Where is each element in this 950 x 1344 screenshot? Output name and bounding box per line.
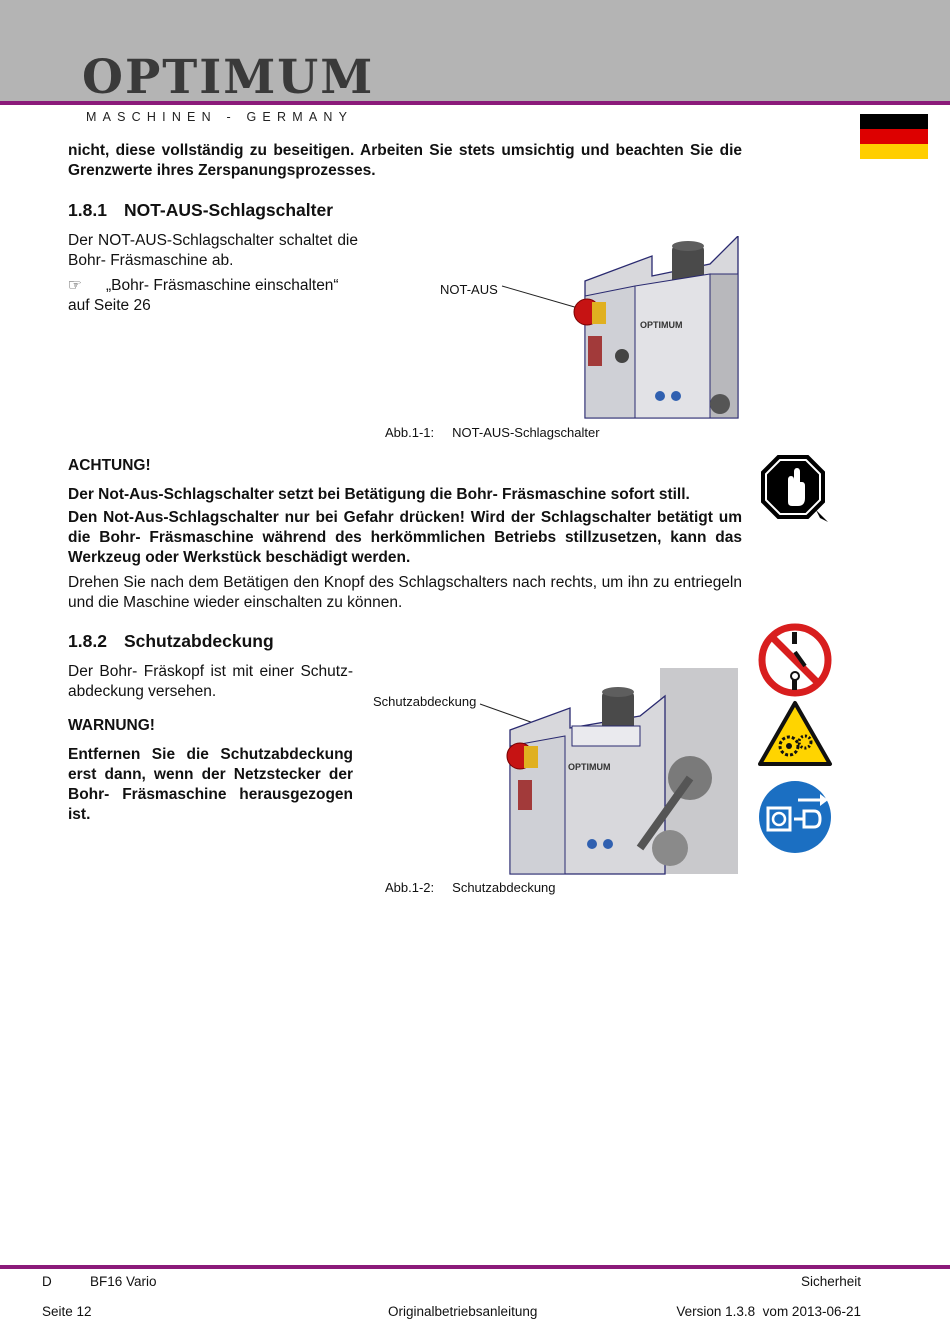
- footer-version: Version 1.3.8 vom 2013-06-21: [676, 1304, 861, 1319]
- panel-button: [587, 839, 597, 849]
- footer-section: Sicherheit: [800, 1274, 861, 1289]
- warnung-text: Entfernen Sie die Schutzabdeckung erst dann, wenn der Netzstecker der Bohr- Fräsmaschine herausgezogen ist.: [68, 746, 353, 823]
- protective-cover: [572, 726, 640, 746]
- figure-not-aus-machine: [430, 236, 740, 420]
- motor-cap: [602, 687, 634, 697]
- caption-text: Schutzabdeckung: [452, 880, 556, 895]
- figure-caption-1: [385, 425, 600, 440]
- switch-unit: [588, 336, 602, 366]
- page-reference[interactable]: [68, 276, 358, 316]
- section2-paragraph: Der Bohr- Fräskopf ist mit einer Schutz-abdeckung versehen.: [68, 663, 353, 700]
- figure-protective-cover: [370, 668, 740, 876]
- warnung-heading: WARNUNG!: [68, 717, 155, 734]
- hand-wheel: [710, 394, 730, 414]
- hand-wheel: [652, 830, 688, 866]
- unplug-mains-icon: [758, 780, 832, 854]
- control-knob: [615, 349, 629, 363]
- warning-text-1: Der Not-Aus-Schlagschalter setzt bei Betätigung die Bohr- Fräsmaschine sofort still.: [68, 486, 690, 503]
- warning-text-2: Den Not-Aus-Schlagschalter nur bei Gefahr drücken! Wird der Schlagschalter betätigt um die Bohr- Fräsmaschine während des herkömmlichen Betriebs stillzusetzen, kann das Werkzeug oder Werkstück beschädigt werden.: [68, 509, 742, 566]
- figure-label-not-aus: NOT-AUS: [440, 282, 498, 297]
- stop-hand-icon: [758, 452, 830, 524]
- pointing-hand-icon: ☞: [68, 277, 82, 294]
- panel-button: [655, 391, 665, 401]
- footer-divider: [0, 1265, 950, 1269]
- caption-text: NOT-AUS-Schlagschalter: [452, 425, 600, 440]
- section-number: 1.8.1: [68, 200, 107, 220]
- panel-button: [671, 391, 681, 401]
- switch-unit: [518, 780, 532, 810]
- section-number: 1.8.2: [68, 631, 107, 651]
- achtung-heading: ACHTUNG!: [68, 457, 151, 474]
- section-title: NOT-AUS-Schlagschalter: [123, 200, 334, 220]
- rotating-parts-warning-icon: [757, 700, 833, 768]
- section-title: Schutzabdeckung: [123, 631, 274, 651]
- section1-paragraph: Der NOT-AUS-Schlagschalter schaltet die Bohr- Fräsmaschine ab.: [68, 232, 358, 269]
- section-heading-1-8-2: [68, 631, 274, 652]
- figure-label-schutzabdeckung: Schutzabdeckung: [373, 694, 477, 709]
- motor-cap: [672, 241, 704, 251]
- panel-button: [603, 839, 613, 849]
- footer-page-number: Seite 12: [42, 1304, 92, 1319]
- intro-text: nicht, diese vollständig zu beseitigen. Arbeiten Sie stets umsichtig und beachten Sie die Grenzwerte ihres Zerspanungsprozesses.: [68, 142, 742, 179]
- leader-line: [502, 286, 578, 308]
- button-housing: [592, 302, 606, 324]
- footer-language: D: [42, 1274, 52, 1289]
- page-reference-text: „Bohr- Fräsmaschine einschalten“ auf Seite 26: [68, 277, 339, 314]
- no-switching-icon: [757, 622, 833, 698]
- germany-flag-icon: [860, 114, 928, 159]
- machine-logo: OPTIMUM: [640, 320, 683, 330]
- button-housing: [524, 746, 538, 768]
- section1-paragraph-2: Drehen Sie nach dem Betätigen den Knopf des Schlagschalters nach rechts, um ihn zu entriegeln und die Maschine wieder einschalten zu können.: [68, 574, 742, 611]
- footer-document-type: Originalbetriebsanleitung: [388, 1304, 538, 1319]
- caption-number: Abb.1-2:: [385, 880, 435, 895]
- figure-caption-2: [385, 880, 556, 895]
- brand-logo: OPTIMUM: [82, 50, 375, 105]
- caption-number: Abb.1-1:: [385, 425, 435, 440]
- brand-subtitle: MASCHINEN - GERMANY: [86, 110, 354, 124]
- machine-logo: OPTIMUM: [568, 762, 611, 772]
- footer-model: BF16 Vario: [90, 1274, 157, 1289]
- section-heading-1-8-1: [68, 200, 333, 221]
